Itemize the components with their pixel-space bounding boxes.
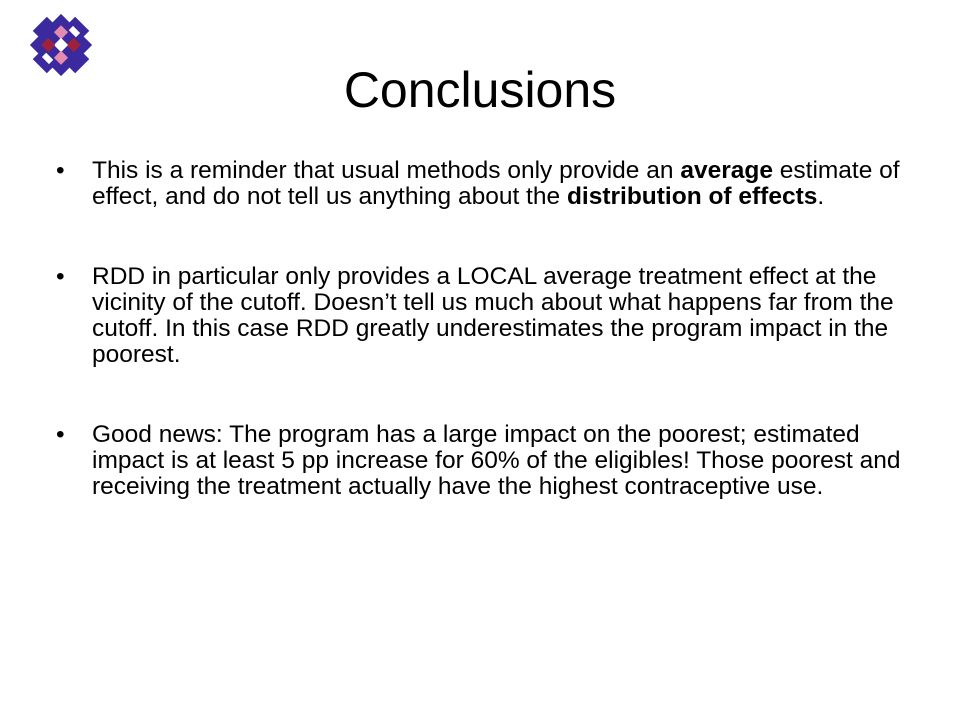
bullet-item: [54, 422, 914, 500]
bullet-item: [54, 264, 914, 368]
bullet-icon: •: [56, 157, 65, 184]
bullet-segment: estimate of effect, and do not tell us anything about the: [92, 157, 900, 210]
bullet-segment: This is a reminder that usual methods only provide an: [92, 157, 681, 184]
bullet-segment: RDD in particular only provides a LOCAL average treatment effect at the vicinity of the cutoff. Doesn’t tell us much about what happens far from the cutoff. In this case RDD greatly underestimates the program impact in the poorest.: [92, 263, 894, 368]
bullet-text: [92, 157, 900, 210]
bullet-icon: •: [56, 421, 65, 448]
bullet-segment-bold: distribution of effects: [566, 183, 818, 210]
bullet-icon: •: [56, 263, 65, 290]
bullet-list: [54, 158, 914, 554]
bullet-segment: .: [817, 183, 825, 210]
slide-title: Conclusions: [343, 62, 617, 118]
bullet-segment-bold: average: [680, 157, 773, 184]
bullet-text: [92, 421, 901, 500]
bullet-segment: Good news: The program has a large impact on the poorest; estimated impact is at least 5 pp increase for 60% of the eligibles! Those poorest and receiving the treatment actually have the highest contraceptive use.: [92, 421, 901, 500]
bullet-text: [92, 263, 894, 368]
bullet-item: [54, 158, 914, 210]
